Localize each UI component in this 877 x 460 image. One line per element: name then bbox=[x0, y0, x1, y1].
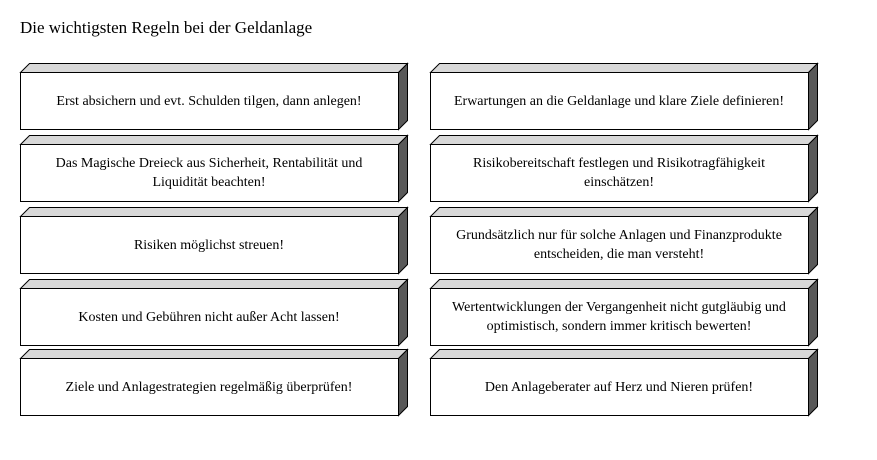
box-side-face bbox=[809, 350, 818, 416]
box-top-face bbox=[431, 208, 818, 217]
rule-box bbox=[430, 349, 818, 416]
rule-box bbox=[430, 279, 818, 346]
rule-box bbox=[430, 135, 818, 202]
box-top-face bbox=[21, 350, 408, 359]
rule-box bbox=[20, 63, 408, 130]
rule-text: Ziele und Anlagestrategien regelmäßig überprüfen! bbox=[65, 379, 353, 395]
rule-text: Wertentwicklungen der Vergangenheit nicht gutgläubig und optimistisch, sondern immer kritisch bewerten! bbox=[452, 300, 786, 334]
rule-box bbox=[20, 349, 408, 416]
rule-text: Grundsätzlich nur für solche Anlagen und Finanzprodukte entscheiden, die man versteht! bbox=[456, 228, 782, 262]
rule-text: Erwartungen an die Geldanlage und klare Ziele definieren! bbox=[453, 93, 784, 109]
rule-box bbox=[20, 207, 408, 274]
rule-text: Den Anlageberater auf Herz und Nieren prüfen! bbox=[484, 379, 754, 395]
box-top-face bbox=[431, 64, 818, 73]
rule-text: Erst absichern und evt. Schulden tilgen, dann anlegen! bbox=[56, 93, 362, 109]
rule-box bbox=[20, 135, 408, 202]
rule-box bbox=[430, 63, 818, 130]
box-top-face bbox=[431, 350, 818, 359]
box-side-face bbox=[809, 64, 818, 130]
rule-text: Kosten und Gebühren nicht außer Acht lassen! bbox=[78, 309, 340, 325]
box-side-face bbox=[399, 64, 408, 130]
box-side-face bbox=[399, 136, 408, 202]
box-side-face bbox=[399, 350, 408, 416]
rule-text: Risikobereitschaft festlegen und Risikotragfähigkeit einschätzen! bbox=[473, 156, 765, 190]
rule-text: Risiken möglichst streuen! bbox=[133, 237, 285, 253]
box-top-face bbox=[21, 64, 408, 73]
box-side-face bbox=[399, 280, 408, 346]
box-side-face bbox=[399, 208, 408, 274]
page-title: Die wichtigsten Regeln bei der Geldanlage bbox=[20, 18, 313, 37]
rule-box bbox=[430, 207, 818, 274]
box-top-face bbox=[21, 280, 408, 289]
box-side-face bbox=[809, 208, 818, 274]
box-side-face bbox=[809, 136, 818, 202]
box-side-face bbox=[809, 280, 818, 346]
box-top-face bbox=[21, 136, 408, 145]
rule-box bbox=[20, 279, 408, 346]
box-top-face bbox=[21, 208, 408, 217]
box-top-face bbox=[431, 136, 818, 145]
box-top-face bbox=[431, 280, 818, 289]
rule-text: Das Magische Dreieck aus Sicherheit, Rentabilität und Liquidität beachten! bbox=[55, 156, 363, 190]
